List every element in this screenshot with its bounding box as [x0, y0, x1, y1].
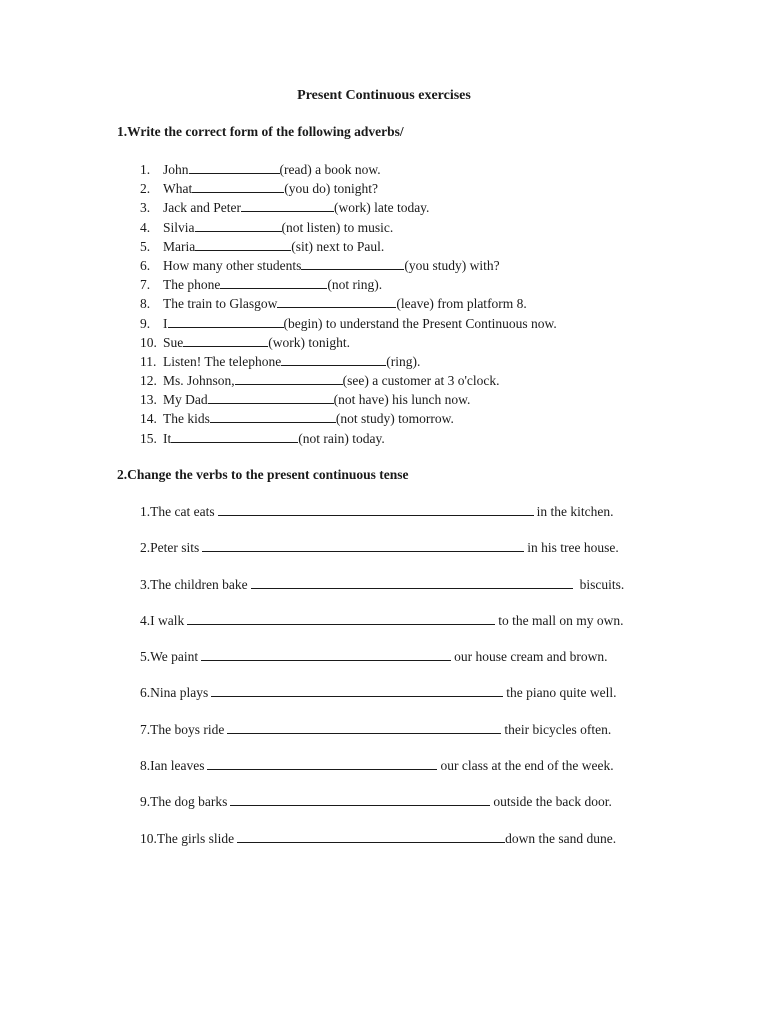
list-item: 5. Maria (sit) next to Paul. [140, 238, 385, 254]
section-1-list [140, 160, 557, 448]
list-item: 12. Ms. Johnson, (see) a customer at 3 o'clock. [140, 373, 500, 389]
answer-blank[interactable] [171, 429, 298, 443]
section-2-heading: 2.Change the verbs to the present continuous tense [117, 467, 409, 482]
answer-blank[interactable] [251, 575, 573, 589]
answer-blank[interactable] [220, 275, 327, 289]
answer-blank[interactable] [202, 538, 524, 552]
answer-blank[interactable] [201, 647, 451, 661]
answer-blank[interactable] [210, 409, 336, 423]
list-item: 3. Jack and Peter (work) late today. [140, 200, 430, 216]
answer-blank[interactable] [227, 720, 501, 734]
answer-blank[interactable] [281, 352, 386, 366]
list-item: 5.We paint our house cream and brown. [140, 649, 608, 665]
list-item: 3.The children bake biscuits. [140, 576, 625, 592]
answer-blank[interactable] [208, 390, 334, 404]
list-item: 8.Ian leaves our class at the end of the week. [140, 758, 614, 774]
list-item: 10.The girls slide down the sand dune. [140, 830, 617, 846]
list-item: 8. The train to Glasgow (leave) from platform 8. [140, 296, 527, 312]
answer-blank[interactable] [301, 256, 404, 270]
answer-blank[interactable] [192, 179, 284, 193]
list-item: 2.Peter sits in his tree house. [140, 540, 619, 556]
section-1-heading: 1.Write the correct form of the following adverbs/ [117, 124, 404, 139]
list-item: 2. What (you do) tonight? [140, 181, 378, 197]
answer-blank[interactable] [211, 683, 503, 697]
section-2-list [140, 502, 624, 865]
answer-blank[interactable] [168, 314, 284, 328]
answer-blank[interactable] [187, 611, 495, 625]
answer-blank[interactable] [218, 502, 534, 516]
answer-blank[interactable] [235, 371, 343, 385]
list-item: 6.Nina plays the piano quite well. [140, 685, 617, 701]
list-item: 14. The kids (not study) tomorrow. [140, 411, 454, 427]
list-item: 10. Sue (work) tonight. [140, 334, 350, 350]
list-item: 4.I walk to the mall on my own. [140, 612, 624, 628]
answer-blank[interactable] [241, 198, 334, 212]
list-item: 6. How many other students (you study) with? [140, 257, 500, 273]
list-item: 1. John (read) a book now. [140, 162, 381, 177]
answer-blank[interactable] [195, 237, 291, 251]
list-item: 7. The phone (not ring). [140, 277, 383, 293]
list-item: 13. My Dad (not have) his lunch now. [140, 392, 471, 408]
list-item: 11. Listen! The telephone (ring). [140, 353, 421, 369]
answer-blank[interactable] [207, 756, 437, 770]
answer-blank[interactable] [237, 829, 505, 843]
list-item: 9. I (begin) to understand the Present Continuous now. [140, 315, 557, 331]
list-item: 7.The boys ride their bicycles often. [140, 721, 612, 737]
list-item: 9.The dog barks outside the back door. [140, 794, 612, 810]
answer-blank[interactable] [183, 333, 268, 347]
answer-blank[interactable] [195, 218, 282, 232]
page-title: Present Continuous exercises [297, 88, 471, 103]
answer-blank[interactable] [230, 792, 490, 806]
list-item: 4. Silvia (not listen) to music. [140, 219, 394, 235]
answer-blank[interactable] [277, 294, 396, 308]
list-item: 15. It (not rain) today. [140, 430, 385, 446]
list-item: 1.The cat eats in the kitchen. [140, 504, 614, 519]
answer-blank[interactable] [189, 160, 280, 174]
